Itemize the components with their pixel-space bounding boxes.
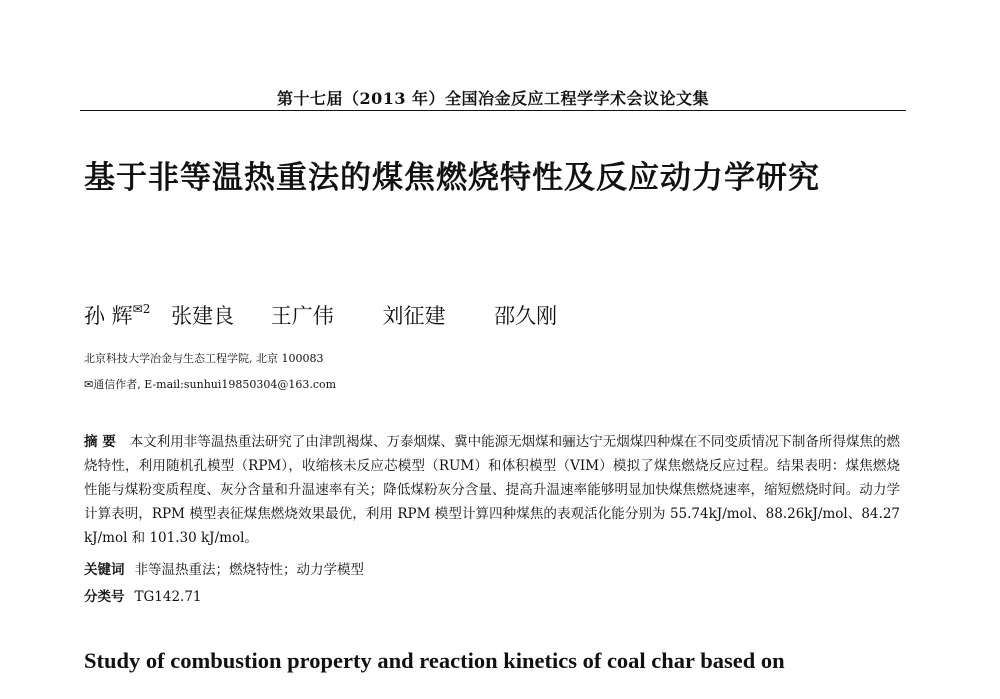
author-1: 孙 辉$^{✉2}$ [84,302,151,328]
author-1-marks: ✉2 [132,302,151,316]
classification-label: 分类号 [84,589,125,605]
abstract-text: 本文利用非等温热重法研究了由津凯褐煤、万泰烟煤、冀中能源无烟煤和骊达宁无烟煤四种煤在不同变质情况下制备所得煤焦的燃烧特性，利用随机孔模型（RPM），收缩核未反应芯模型（RUM）和体积模型（VIM）模拟了煤焦燃烧反应过程。结果表明：煤焦燃烧性能与煤粉变质程度、灰分含量和升温速率有关；降低煤粉灰分含量、提高升温速率能够明显加快煤焦燃烧速率，缩短燃烧时间。动力学计算表明，RPM 模型表征煤焦燃烧效果最优，利用 RPM 模型计算四种煤焦的表观活化能分别为 55.74kJ/mol、88.26kJ/mol、84.27 kJ/mol 和 101.30 kJ/mol。 [84,434,901,546]
keywords-label: 关键词 [84,562,125,578]
author-4: 刘征建 [382,304,446,328]
running-header: 第十七届（2013 年）全国冶金反应工程学学术会议论文集 [276,89,710,108]
paper-title-cn: 基于非等温热重法的煤焦燃烧特性及反应动力学研究 [84,160,820,196]
keywords-text: 非等温热重法；燃烧特性；动力学模型 [134,562,364,578]
author-3: 王广伟 [270,304,334,328]
abstract [84,430,900,550]
affiliation: 北京科技大学冶金与生态工程学院, 北京 100083 [84,352,324,365]
correspondence: ✉通信作者, E-mail:sunhui19850304@163.com [84,378,337,391]
author-list [84,300,557,330]
author-5: 邵久刚 [494,304,558,328]
author-2: 张建良 [171,304,235,328]
keywords [84,558,364,578]
classification-text: TG142.71 [134,589,202,605]
classification [84,585,202,605]
paper-title-en: Study of combustion property and reaction kinetics of coal char based on [84,648,785,673]
abstract-label: 摘 要 [84,434,116,450]
header-rule [80,110,906,111]
